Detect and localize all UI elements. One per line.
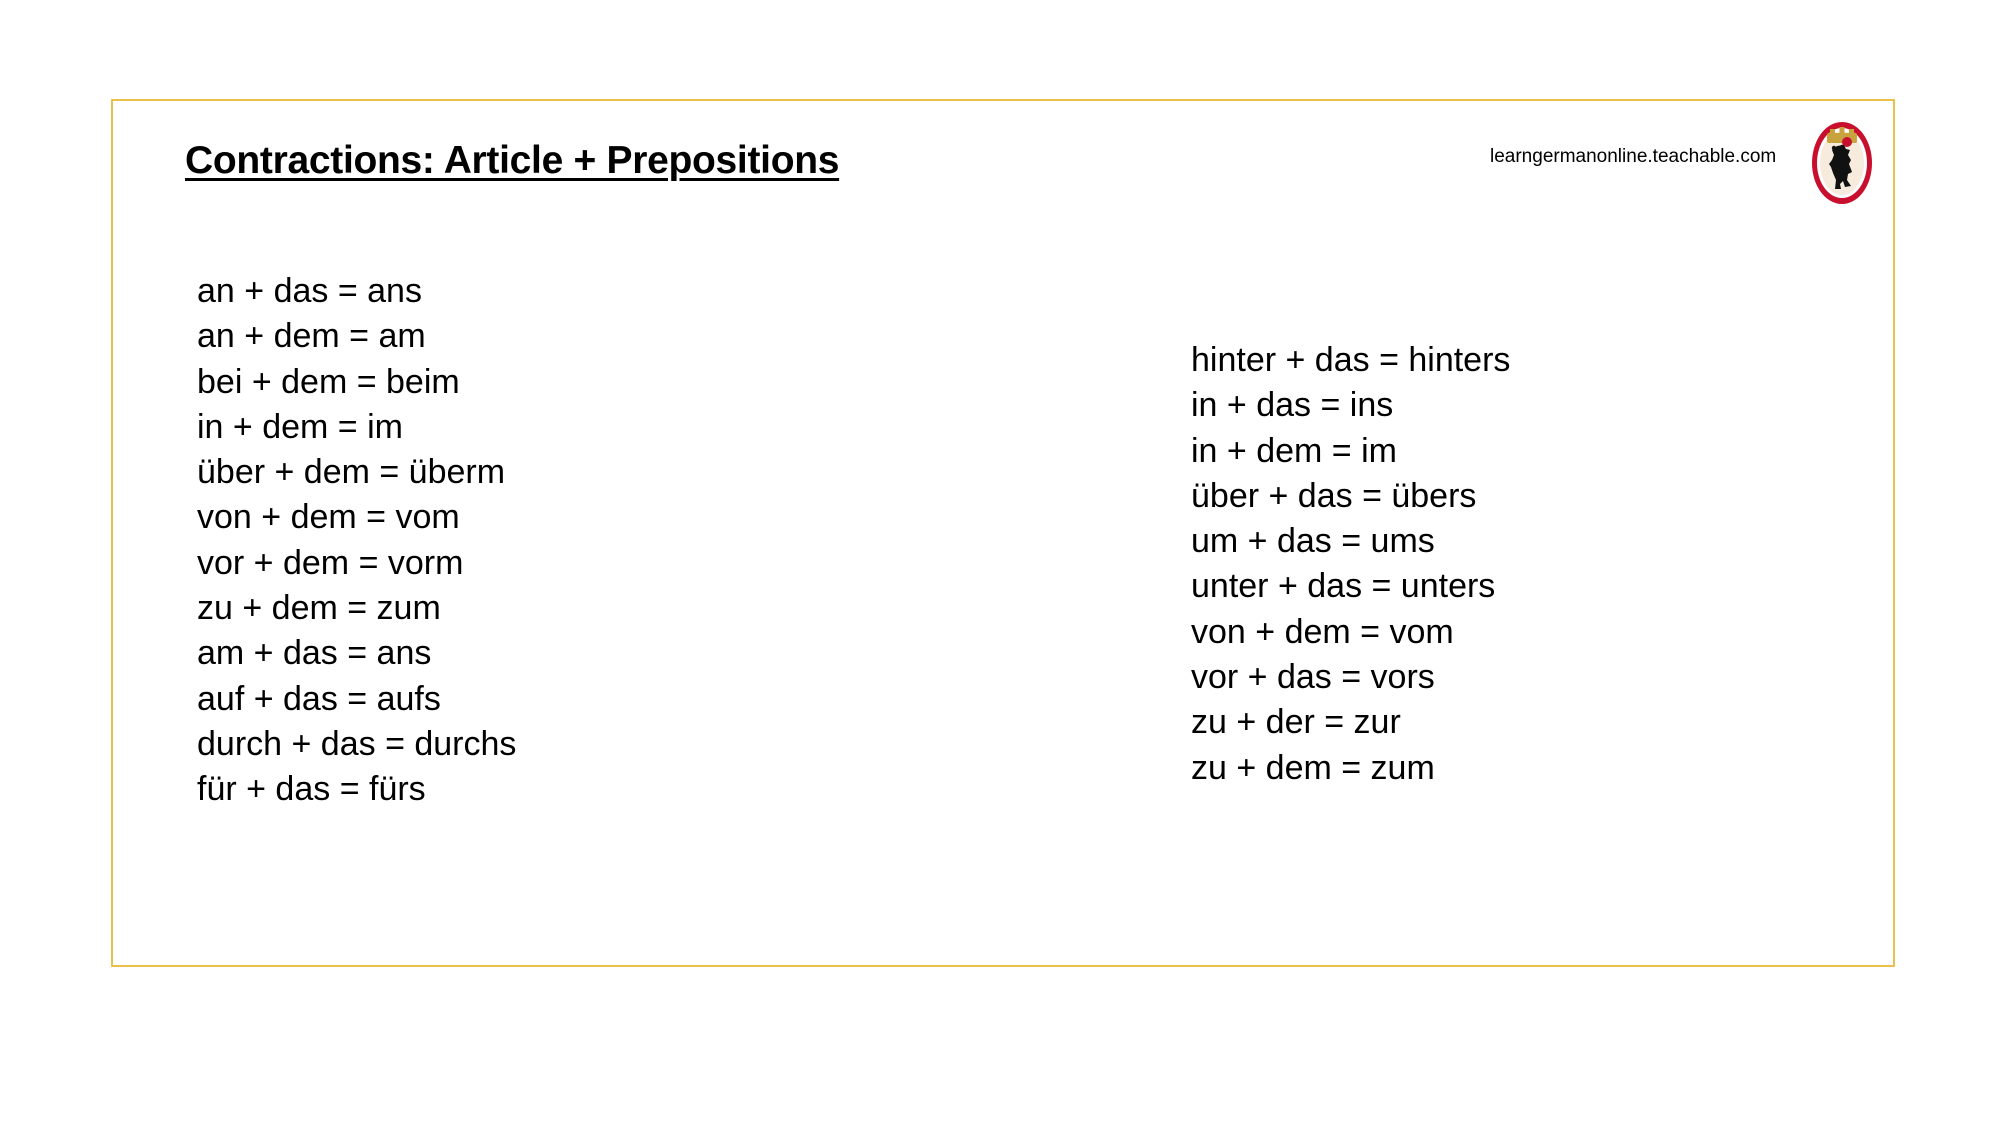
list-item: zu + der = zur <box>1191 703 1401 742</box>
list-item: durch + das = durchs <box>197 724 517 763</box>
list-item: in + das = ins <box>1191 386 1394 425</box>
list-item: vor + das = vors <box>1191 658 1435 697</box>
list-item: von + dem = vom <box>197 498 460 537</box>
list-item: unter + das = unters <box>1191 567 1496 606</box>
site-url: learngermanonline.teachable.com <box>1490 146 1777 167</box>
list-item: an + das = ans <box>197 272 422 310</box>
list-item: an + dem = am <box>197 317 426 356</box>
list-item: bei + dem = beim <box>197 362 460 401</box>
list-item: am + das = ans <box>197 634 432 673</box>
list-item: auf + das = aufs <box>197 679 441 718</box>
page-title: Contractions: Article + Prepositions <box>185 139 840 182</box>
list-item: vor + dem = vorm <box>197 543 464 582</box>
list-item: hinter + das = hinters <box>1191 341 1511 379</box>
list-item: für + das = fürs <box>197 770 426 809</box>
list-item: über + das = übers <box>1191 476 1477 515</box>
list-item: über + dem = überm <box>197 453 506 492</box>
list-item: zu + dem = zum <box>1191 748 1435 787</box>
list-item: um + das = ums <box>1191 522 1435 561</box>
list-item: von + dem = vom <box>1191 612 1454 651</box>
list-item: in + dem = im <box>197 407 403 446</box>
berlin-bear-crest-icon <box>1810 120 1874 206</box>
right-contraction-list <box>1191 338 1510 791</box>
list-item: zu + dem = zum <box>197 589 441 628</box>
list-item: in + dem = im <box>1191 431 1397 470</box>
left-contraction-list <box>197 269 516 813</box>
